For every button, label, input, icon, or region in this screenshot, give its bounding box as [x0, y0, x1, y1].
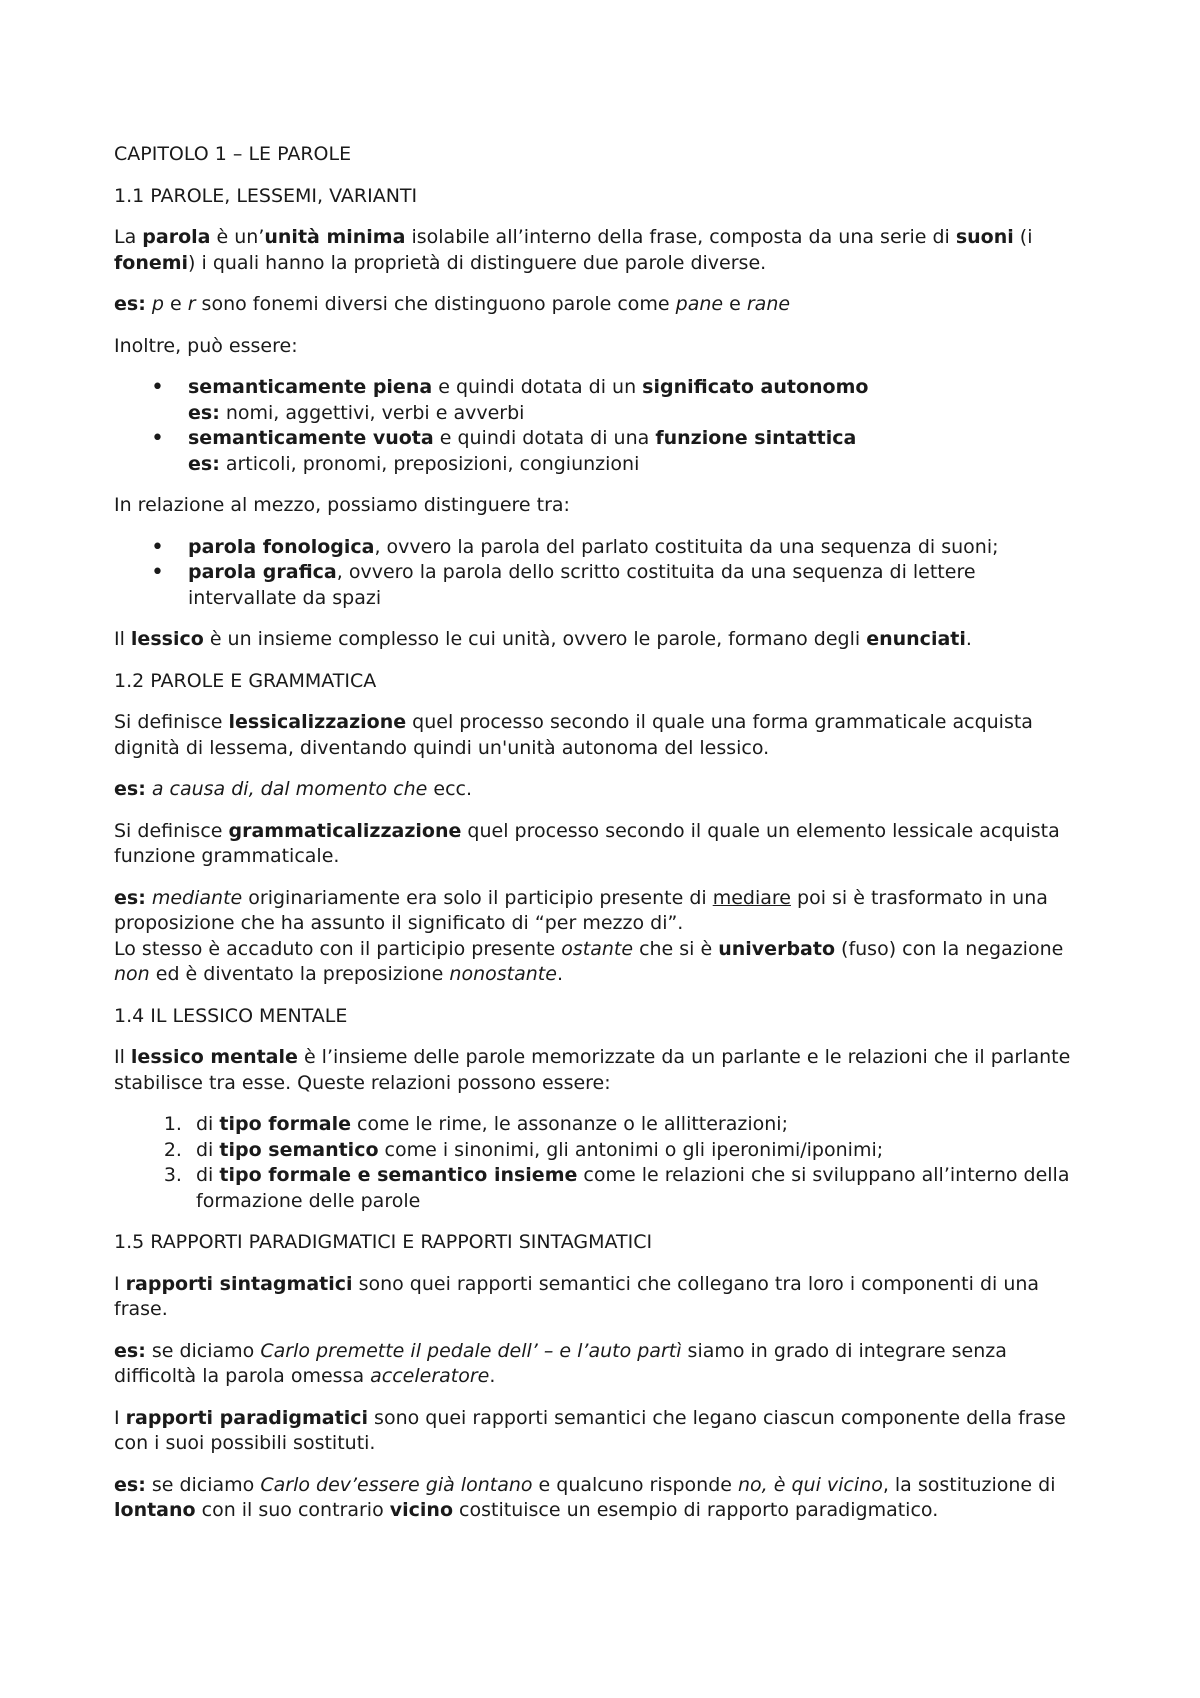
chapter-title: CAPITOLO 1 – LE PAROLE: [114, 143, 352, 165]
bullet-list-mezzo: [114, 535, 1090, 612]
paragraph-lessico: Il lessico è un insieme complesso le cui unità, ovvero le parole, formano degli enunciati.: [114, 628, 972, 650]
section-1-2-heading: 1.2 PAROLE E GRAMMATICA: [114, 669, 377, 692]
example-lessicalizzazione: es: a causa di, dal momento che ecc.: [114, 778, 473, 800]
paragraph-paradigmatici: I rapporti paradigmatici sono quei rapporti semantici che legano ciascun componente della frase con i suoi possibili sostituti.: [114, 1406, 1066, 1454]
paragraph-lessico-mentale: Il lessico mentale è l’insieme delle parole memorizzate da un parlante e le relazioni che il parlante stabilisce tra esse. Queste relazioni possono essere:: [114, 1046, 1071, 1094]
example-sintagmatici: es: se diciamo Carlo premette il pedale dell’ – e l’auto partì siamo in grado di integrare senza difficoltà la parola omessa acceleratore.: [114, 1339, 1007, 1387]
paragraph-inoltre: Inoltre, può essere:: [114, 334, 298, 357]
list-item: • semanticamente vuota e quindi dotata di una funzione sintattica es: articoli, pronomi, preposizioni, congiunzioni: [188, 426, 1090, 477]
numbered-list-relazioni: [114, 1112, 1090, 1214]
example-fonemi: es: p e r sono fonemi diversi che distinguono parole come pane e rane: [114, 293, 791, 315]
list-item: • parola grafica, ovvero la parola dello scritto costituita da una sequenza di lettere intervallate da spazi: [188, 560, 1090, 611]
section-1-1-heading: 1.1 PAROLE, LESSEMI, VARIANTI: [114, 184, 418, 207]
paragraph-sintagmatici: I rapporti sintagmatici sono quei rapporti semantici che collegano tra loro i componenti di una frase.: [114, 1272, 1040, 1320]
section-1-4-heading: 1.4 IL LESSICO MENTALE: [114, 1004, 348, 1027]
section-1-5-heading: 1.5 RAPPORTI PARADIGMATICI E RAPPORTI SINTAGMATICI: [114, 1231, 653, 1253]
paragraph-lessicalizzazione: Si definisce lessicalizzazione quel processo secondo il quale una forma grammaticale acquista dignità di lessema, diventando quindi un'unità autonoma del lessico.: [114, 711, 1033, 759]
list-item: 2. di tipo semantico come i sinonimi, gli antonimi o gli iperonimi/iponimi;: [188, 1138, 1090, 1164]
example-grammaticalizzazione: es: mediante originariamente era solo il participio presente di mediare poi si è trasformato in una proposizione che ha assunto il significato di “per mezzo di”. Lo stesso è accaduto con il participio presente ostante che si è univerbato (fuso) con la negazione non ed è diventato la preposizione nonostante.: [114, 886, 1064, 985]
list-item: 1. di tipo formale come le rime, le assonanze o le allitterazioni;: [188, 1112, 1090, 1138]
paragraph-mezzo: In relazione al mezzo, possiamo distinguere tra:: [114, 494, 570, 516]
list-item: 3. di tipo formale e semantico insieme come le relazioni che si sviluppano all’interno della formazione delle parole: [188, 1163, 1090, 1214]
list-item: • parola fonologica, ovvero la parola del parlato costituita da una sequenza di suoni;: [188, 535, 1090, 561]
paragraph-grammaticalizzazione: Si definisce grammaticalizzazione quel processo secondo il quale un elemento lessicale acquista funzione grammaticale.: [114, 819, 1060, 867]
list-item: • semanticamente piena e quindi dotata di un significato autonomo es: nomi, aggettivi, verbi e avverbi: [188, 375, 1090, 426]
paragraph-parola-definition: La parola è un’unità minima isolabile all’interno della frase, composta da una serie di suoni (i fonemi) i quali hanno la proprietà di distinguere due parole diverse.: [114, 226, 1033, 274]
example-paradigmatici: es: se diciamo Carlo dev’essere già lontano e qualcuno risponde no, è qui vicino, la sostituzione di lontano con il suo contrario vicino costituisce un esempio di rapporto paradigmatico.: [114, 1473, 1056, 1521]
bullet-list-semantica: [114, 375, 1090, 477]
